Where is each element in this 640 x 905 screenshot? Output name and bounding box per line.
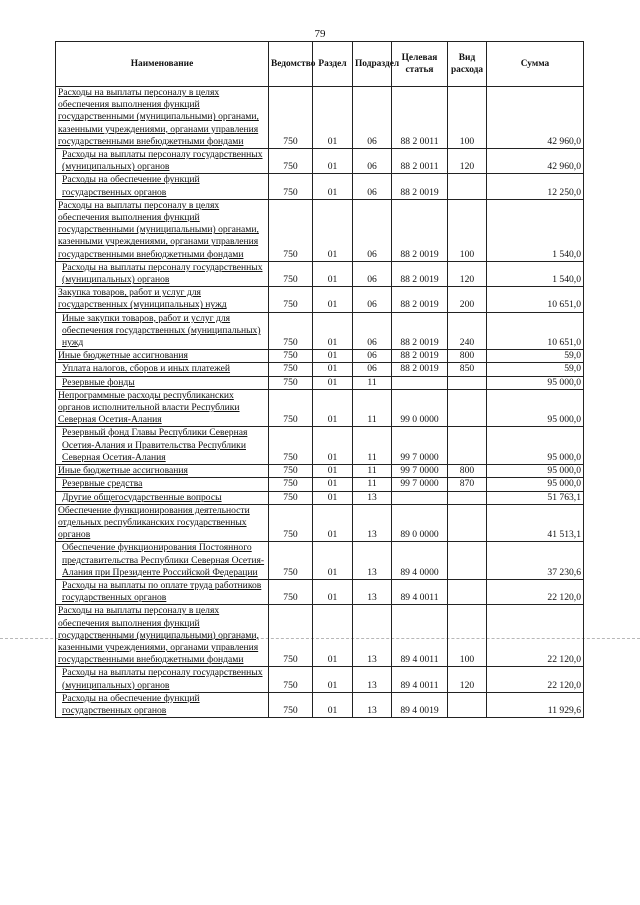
table-row — [56, 491, 584, 504]
table-row — [56, 542, 584, 580]
cell-sum: 22 120,0 — [487, 605, 584, 667]
table-row — [56, 478, 584, 491]
cell-name — [56, 427, 269, 465]
cell-podrazdel: 11 — [353, 427, 392, 465]
cell-sum: 12 250,0 — [487, 174, 584, 199]
cell-sum: 10 651,0 — [487, 312, 584, 350]
cell-target: 89 4 0011 — [392, 579, 448, 604]
page-number: 79 — [314, 28, 326, 40]
cell-vid: 100 — [448, 199, 487, 261]
table-row — [56, 312, 584, 350]
row-name-text: Иные бюджетные ассигнования — [58, 465, 188, 477]
cell-name — [56, 667, 269, 692]
cell-name — [56, 350, 269, 363]
cell-razdel: 01 — [313, 363, 353, 376]
cell-sum: 95 000,0 — [487, 465, 584, 478]
cell-podrazdel: 11 — [353, 389, 392, 427]
cell-sum: 22 120,0 — [487, 667, 584, 692]
cell-name — [56, 199, 269, 261]
table-row — [56, 350, 584, 363]
cell-razdel: 01 — [313, 504, 353, 542]
cell-vedomstvo: 750 — [269, 287, 313, 312]
cell-target: 89 4 0011 — [392, 667, 448, 692]
row-name-text: Уплата налогов, сборов и иных платежей — [62, 363, 231, 375]
row-name-text: Расходы на выплаты персоналу государственных (муниципальных) органов — [62, 261, 263, 286]
cell-vedomstvo: 750 — [269, 667, 313, 692]
row-name-text: Иные закупки товаров, работ и услуг для обеспечения государственных (муниципальных) нужд — [62, 312, 261, 349]
cell-sum: 95 000,0 — [487, 478, 584, 491]
cell-vedomstvo: 750 — [269, 149, 313, 174]
cell-vid — [448, 542, 487, 580]
cell-razdel: 01 — [313, 312, 353, 350]
header-vedomstvo: Ведомство — [269, 42, 313, 87]
cell-name — [56, 261, 269, 286]
table-row — [56, 261, 584, 286]
cell-vedomstvo: 750 — [269, 261, 313, 286]
cell-name — [56, 87, 269, 149]
header-target: Целевая статья — [392, 42, 448, 87]
header-sum: Сумма — [487, 42, 584, 87]
cell-sum: 42 960,0 — [487, 87, 584, 149]
cell-vid: 100 — [448, 605, 487, 667]
header-podrazdel: Подраздел — [353, 42, 392, 87]
cell-razdel: 01 — [313, 491, 353, 504]
row-name-text: Другие общегосударственные вопросы — [62, 491, 222, 503]
cell-target: 88 2 0019 — [392, 312, 448, 350]
cell-vedomstvo: 750 — [269, 465, 313, 478]
table-row — [56, 174, 584, 199]
cell-name — [56, 287, 269, 312]
cell-podrazdel: 06 — [353, 174, 392, 199]
cell-vid: 120 — [448, 149, 487, 174]
cell-target: 89 4 0011 — [392, 605, 448, 667]
cell-vid — [448, 504, 487, 542]
cell-sum: 10 651,0 — [487, 287, 584, 312]
cell-podrazdel: 13 — [353, 605, 392, 667]
cell-razdel: 01 — [313, 376, 353, 389]
cell-target: 88 2 0019 — [392, 261, 448, 286]
cell-razdel: 01 — [313, 465, 353, 478]
cell-razdel: 01 — [313, 149, 353, 174]
cell-target: 88 2 0019 — [392, 363, 448, 376]
table-row — [56, 579, 584, 604]
cell-target — [392, 491, 448, 504]
cell-vid — [448, 376, 487, 389]
table-row — [56, 199, 584, 261]
cell-vedomstvo: 750 — [269, 174, 313, 199]
cell-sum: 37 230,6 — [487, 542, 584, 580]
cell-podrazdel: 06 — [353, 149, 392, 174]
row-name-text: Обеспечение функционирования Постоянного представительства Республики Северная Осетия-Алания при Президенте Российской Федерации — [62, 542, 265, 578]
cell-podrazdel: 11 — [353, 376, 392, 389]
cell-razdel: 01 — [313, 692, 353, 717]
row-name-text: Закупка товаров, работ и услуг для государственных (муниципальных) нужд — [58, 287, 227, 311]
cell-target: 99 7 0000 — [392, 427, 448, 465]
cell-vid: 120 — [448, 261, 487, 286]
cell-razdel: 01 — [313, 261, 353, 286]
table-body — [56, 87, 584, 718]
table-row — [56, 149, 584, 174]
cell-sum: 42 960,0 — [487, 149, 584, 174]
cell-name — [56, 376, 269, 389]
cell-vid — [448, 491, 487, 504]
row-name-text: Расходы на выплаты по оплате труда работников государственных органов — [62, 579, 262, 604]
cell-name — [56, 504, 269, 542]
cell-vedomstvo: 750 — [269, 312, 313, 350]
row-name-text: Расходы на выплаты персоналу государственных (муниципальных) органов — [62, 149, 263, 173]
header-razdel: Раздел — [313, 42, 353, 87]
table-row — [56, 465, 584, 478]
table-row — [56, 667, 584, 692]
cell-target: 88 2 0019 — [392, 174, 448, 199]
cell-vedomstvo: 750 — [269, 87, 313, 149]
table-row — [56, 87, 584, 149]
header-vid: Вид расхода — [448, 42, 487, 87]
cell-name — [56, 312, 269, 350]
cell-name — [56, 542, 269, 580]
cell-name — [56, 491, 269, 504]
cell-razdel: 01 — [313, 579, 353, 604]
cell-podrazdel: 13 — [353, 542, 392, 580]
cell-vedomstvo: 750 — [269, 427, 313, 465]
row-name-text: Расходы на выплаты персоналу государственных (муниципальных) органов — [62, 667, 263, 691]
cell-podrazdel: 06 — [353, 350, 392, 363]
cell-razdel: 01 — [313, 478, 353, 491]
cell-target: 89 4 0000 — [392, 542, 448, 580]
table-header-row — [56, 42, 584, 87]
cell-vedomstvo: 750 — [269, 199, 313, 261]
cell-razdel: 01 — [313, 174, 353, 199]
cell-target: 89 0 0000 — [392, 504, 448, 542]
cell-name — [56, 465, 269, 478]
row-name-text: Иные бюджетные ассигнования — [58, 350, 188, 362]
cell-razdel: 01 — [313, 542, 353, 580]
table-row — [56, 363, 584, 376]
cell-sum: 1 540,0 — [487, 199, 584, 261]
cell-target — [392, 376, 448, 389]
cell-podrazdel: 06 — [353, 199, 392, 261]
cell-vedomstvo: 750 — [269, 504, 313, 542]
row-name-text: Расходы на выплаты персоналу в целях обеспечения выполнения функций государственными (муниципальными) органами, казенными учреждениями, органами управления государственными внебюджетными фондами — [58, 605, 259, 666]
cell-vedomstvo: 750 — [269, 491, 313, 504]
cell-vid: 800 — [448, 350, 487, 363]
table-row — [56, 605, 584, 667]
row-name-text: Расходы на выплаты персоналу в целях обеспечения выполнения функций государственными (муниципальными) органами, казенными учреждениями, органами управления государственными внебюджетными фондами — [58, 87, 259, 147]
cell-razdel: 01 — [313, 605, 353, 667]
cell-target: 99 7 0000 — [392, 465, 448, 478]
cell-sum: 59,0 — [487, 363, 584, 376]
cell-razdel: 01 — [313, 667, 353, 692]
header-name: Наименование — [56, 42, 269, 87]
cell-vid: 100 — [448, 87, 487, 149]
cell-podrazdel: 06 — [353, 312, 392, 350]
cell-sum: 95 000,0 — [487, 427, 584, 465]
cell-target: 99 0 0000 — [392, 389, 448, 427]
cell-vid: 800 — [448, 465, 487, 478]
cell-razdel: 01 — [313, 199, 353, 261]
cell-name — [56, 174, 269, 199]
cell-podrazdel: 06 — [353, 363, 392, 376]
cell-podrazdel: 13 — [353, 504, 392, 542]
cell-podrazdel: 13 — [353, 491, 392, 504]
table-row — [56, 504, 584, 542]
budget-table — [55, 41, 584, 718]
cell-vedomstvo: 750 — [269, 579, 313, 604]
cell-vedomstvo: 750 — [269, 478, 313, 491]
cell-razdel: 01 — [313, 427, 353, 465]
cell-target: 88 2 0011 — [392, 87, 448, 149]
cell-vedomstvo: 750 — [269, 605, 313, 667]
row-name-text: Резервные средства — [62, 478, 143, 490]
table-row — [56, 287, 584, 312]
cell-target: 88 2 0011 — [392, 149, 448, 174]
cell-target: 88 2 0019 — [392, 199, 448, 261]
cell-vedomstvo: 750 — [269, 692, 313, 717]
cell-sum: 51 763,1 — [487, 491, 584, 504]
cell-razdel: 01 — [313, 389, 353, 427]
row-name-text: Резервные фонды — [62, 376, 135, 388]
cell-vid: 120 — [448, 667, 487, 692]
table-row — [56, 427, 584, 465]
cell-name — [56, 692, 269, 717]
cell-sum: 95 000,0 — [487, 389, 584, 427]
cell-target: 88 2 0019 — [392, 287, 448, 312]
cell-sum: 11 929,6 — [487, 692, 584, 717]
cell-sum: 95 000,0 — [487, 376, 584, 389]
cell-target: 89 4 0019 — [392, 692, 448, 717]
cell-podrazdel: 06 — [353, 261, 392, 286]
cell-vid: 870 — [448, 478, 487, 491]
cell-name — [56, 605, 269, 667]
cell-sum: 1 540,0 — [487, 261, 584, 286]
row-name-text: Расходы на обеспечение функций государственных органов — [62, 174, 200, 198]
cell-vid — [448, 692, 487, 717]
row-name-text: Расходы на выплаты персоналу в целях обеспечения выполнения функций государственными (муниципальными) органами, казенными учреждениями, органами управления государственными внебюджетными фондами — [58, 199, 259, 260]
cell-vid: 850 — [448, 363, 487, 376]
cell-name — [56, 478, 269, 491]
cell-target: 99 7 0000 — [392, 478, 448, 491]
cell-vid — [448, 174, 487, 199]
cell-name — [56, 363, 269, 376]
cell-vedomstvo: 750 — [269, 376, 313, 389]
table-row — [56, 389, 584, 427]
cell-sum: 22 120,0 — [487, 579, 584, 604]
row-name-text: Обеспечение функционирования деятельности отдельных республиканских государственных органов — [58, 504, 250, 541]
cell-vedomstvo: 750 — [269, 350, 313, 363]
cell-podrazdel: 06 — [353, 87, 392, 149]
cell-name — [56, 389, 269, 427]
cell-podrazdel: 11 — [353, 478, 392, 491]
table-row — [56, 692, 584, 717]
cell-razdel: 01 — [313, 350, 353, 363]
cell-podrazdel: 11 — [353, 465, 392, 478]
cell-target: 88 2 0019 — [392, 350, 448, 363]
cell-razdel: 01 — [313, 287, 353, 312]
cell-vedomstvo: 750 — [269, 542, 313, 580]
cell-vid: 240 — [448, 312, 487, 350]
cell-sum: 59,0 — [487, 350, 584, 363]
cell-podrazdel: 13 — [353, 692, 392, 717]
cell-razdel: 01 — [313, 87, 353, 149]
cell-vedomstvo: 750 — [269, 389, 313, 427]
table-row — [56, 376, 584, 389]
cell-podrazdel: 13 — [353, 579, 392, 604]
cell-podrazdel: 13 — [353, 667, 392, 692]
cell-vid: 200 — [448, 287, 487, 312]
cell-vid — [448, 389, 487, 427]
cell-name — [56, 579, 269, 604]
cell-name — [56, 149, 269, 174]
cell-podrazdel: 06 — [353, 287, 392, 312]
cell-vedomstvo: 750 — [269, 363, 313, 376]
cell-sum: 41 513,1 — [487, 504, 584, 542]
row-name-text: Резервный фонд Главы Республики Северная Осетия-Алания и Правительства Республики Северная Осетия-Алания — [62, 427, 248, 463]
row-name-text: Непрограммные расходы республиканских органов исполнительной власти Республики Северная Осетия-Алания — [58, 389, 240, 426]
cell-vid — [448, 579, 487, 604]
row-name-text: Расходы на обеспечение функций государственных органов — [62, 692, 200, 716]
cell-vid — [448, 427, 487, 465]
